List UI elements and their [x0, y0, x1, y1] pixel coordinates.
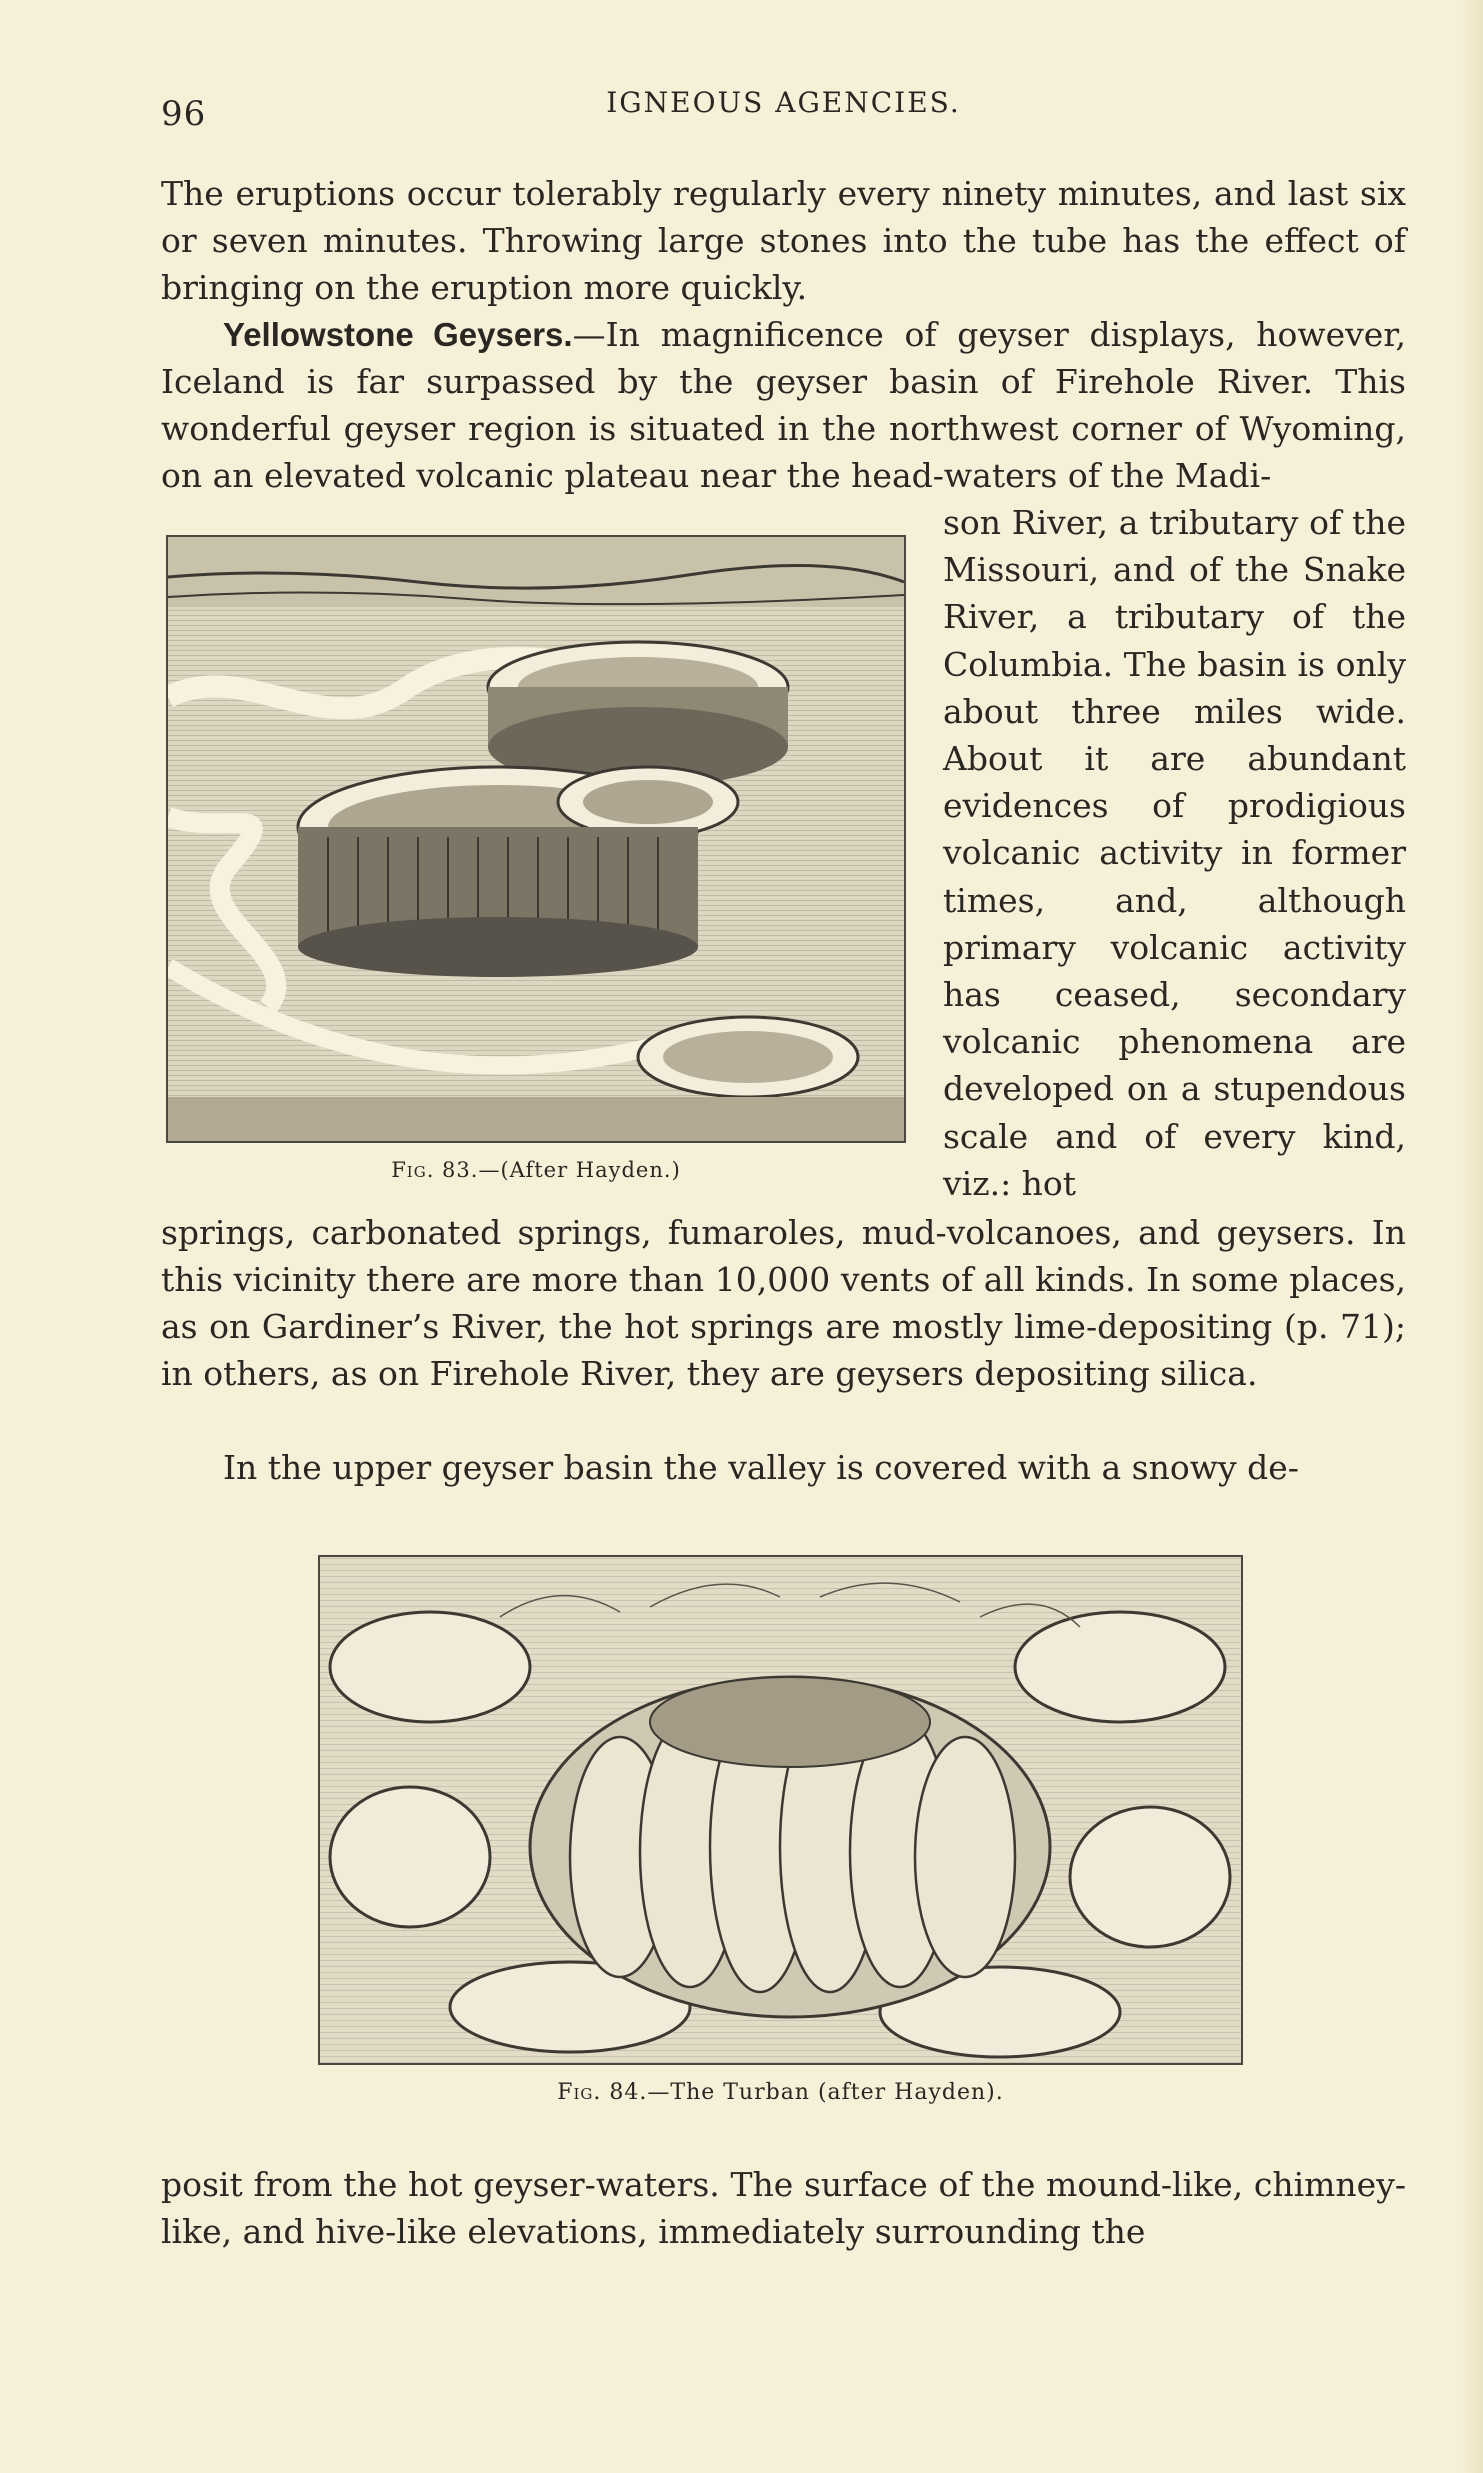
figure-83-caption	[166, 1158, 906, 1182]
terraced-basins-illustration	[168, 537, 904, 1141]
paragraph-yellowstone	[161, 311, 1406, 499]
running-title: IGNEOUS AGENCIES.	[606, 86, 961, 119]
figure-84-caption-text: —The Turban (after Hayden).	[647, 2080, 1004, 2105]
figure-83-caption-text: —(After Hayden.)	[478, 1158, 681, 1182]
paragraph-eruptions: The eruptions occur tolerably regularly every ninety minutes, and last six or seven minutes. Throwing large stones into the tube has the effect of bringing on the eruption more quickly.	[161, 174, 1406, 307]
section-heading-yellowstone-geysers: Yellowstone Geysers.	[223, 316, 573, 353]
figure-84-engraving	[318, 1555, 1243, 2065]
page-header	[161, 86, 1406, 136]
paragraph-yellowstone-side-column: son River, a tributary of the Missouri, and of the Snake River, a tributary of the Columbia. The basin is only about three miles wide. About it are abundant evidences of prodigious volcanic activity in former times, and, although primary volcanic activity has ceased, secondary volcanic phenomena are developed on a stupendous scale and of every kind, viz.: hot	[943, 503, 1406, 1203]
figure-84-label: Fig. 84.	[557, 2080, 648, 2105]
figure-83-label: Fig. 83.	[391, 1158, 479, 1182]
paragraph-yellowstone-continuation: springs, carbonated springs, fumaroles, mud-volcanoes, and geysers. In this vicinity there are more than 10,000 vents of all kinds. In some places, as on Gardiner’s River, the hot springs are mostly lime-depositing (p. 71); in others, as on Firehole River, they are geysers depositing silica.	[161, 1213, 1406, 1393]
paragraph-deposit: posit from the hot geyser-waters. The surface of the mound-like, chimney-like, and hive-like elevations, immediately surrounding the	[161, 2165, 1406, 2251]
page-number: 96	[161, 94, 207, 134]
turban-geyser-illustration	[320, 1557, 1241, 2063]
paragraph-yellowstone-text: —In magnificence of geyser displays, however, Iceland is far surpassed by the geyser basin of Firehole River. This wonderful geyser region is situated in the northwest corner of Wyoming, on an elevated volcanic plateau near the head-waters of the Madi-	[161, 315, 1406, 495]
figure-83-engraving	[166, 535, 906, 1143]
paragraph-upper-basin: In the upper geyser basin the valley is covered with a snowy de-	[223, 1448, 1299, 1487]
figure-84-caption	[318, 2080, 1243, 2105]
page-edge	[1461, 0, 1483, 2473]
